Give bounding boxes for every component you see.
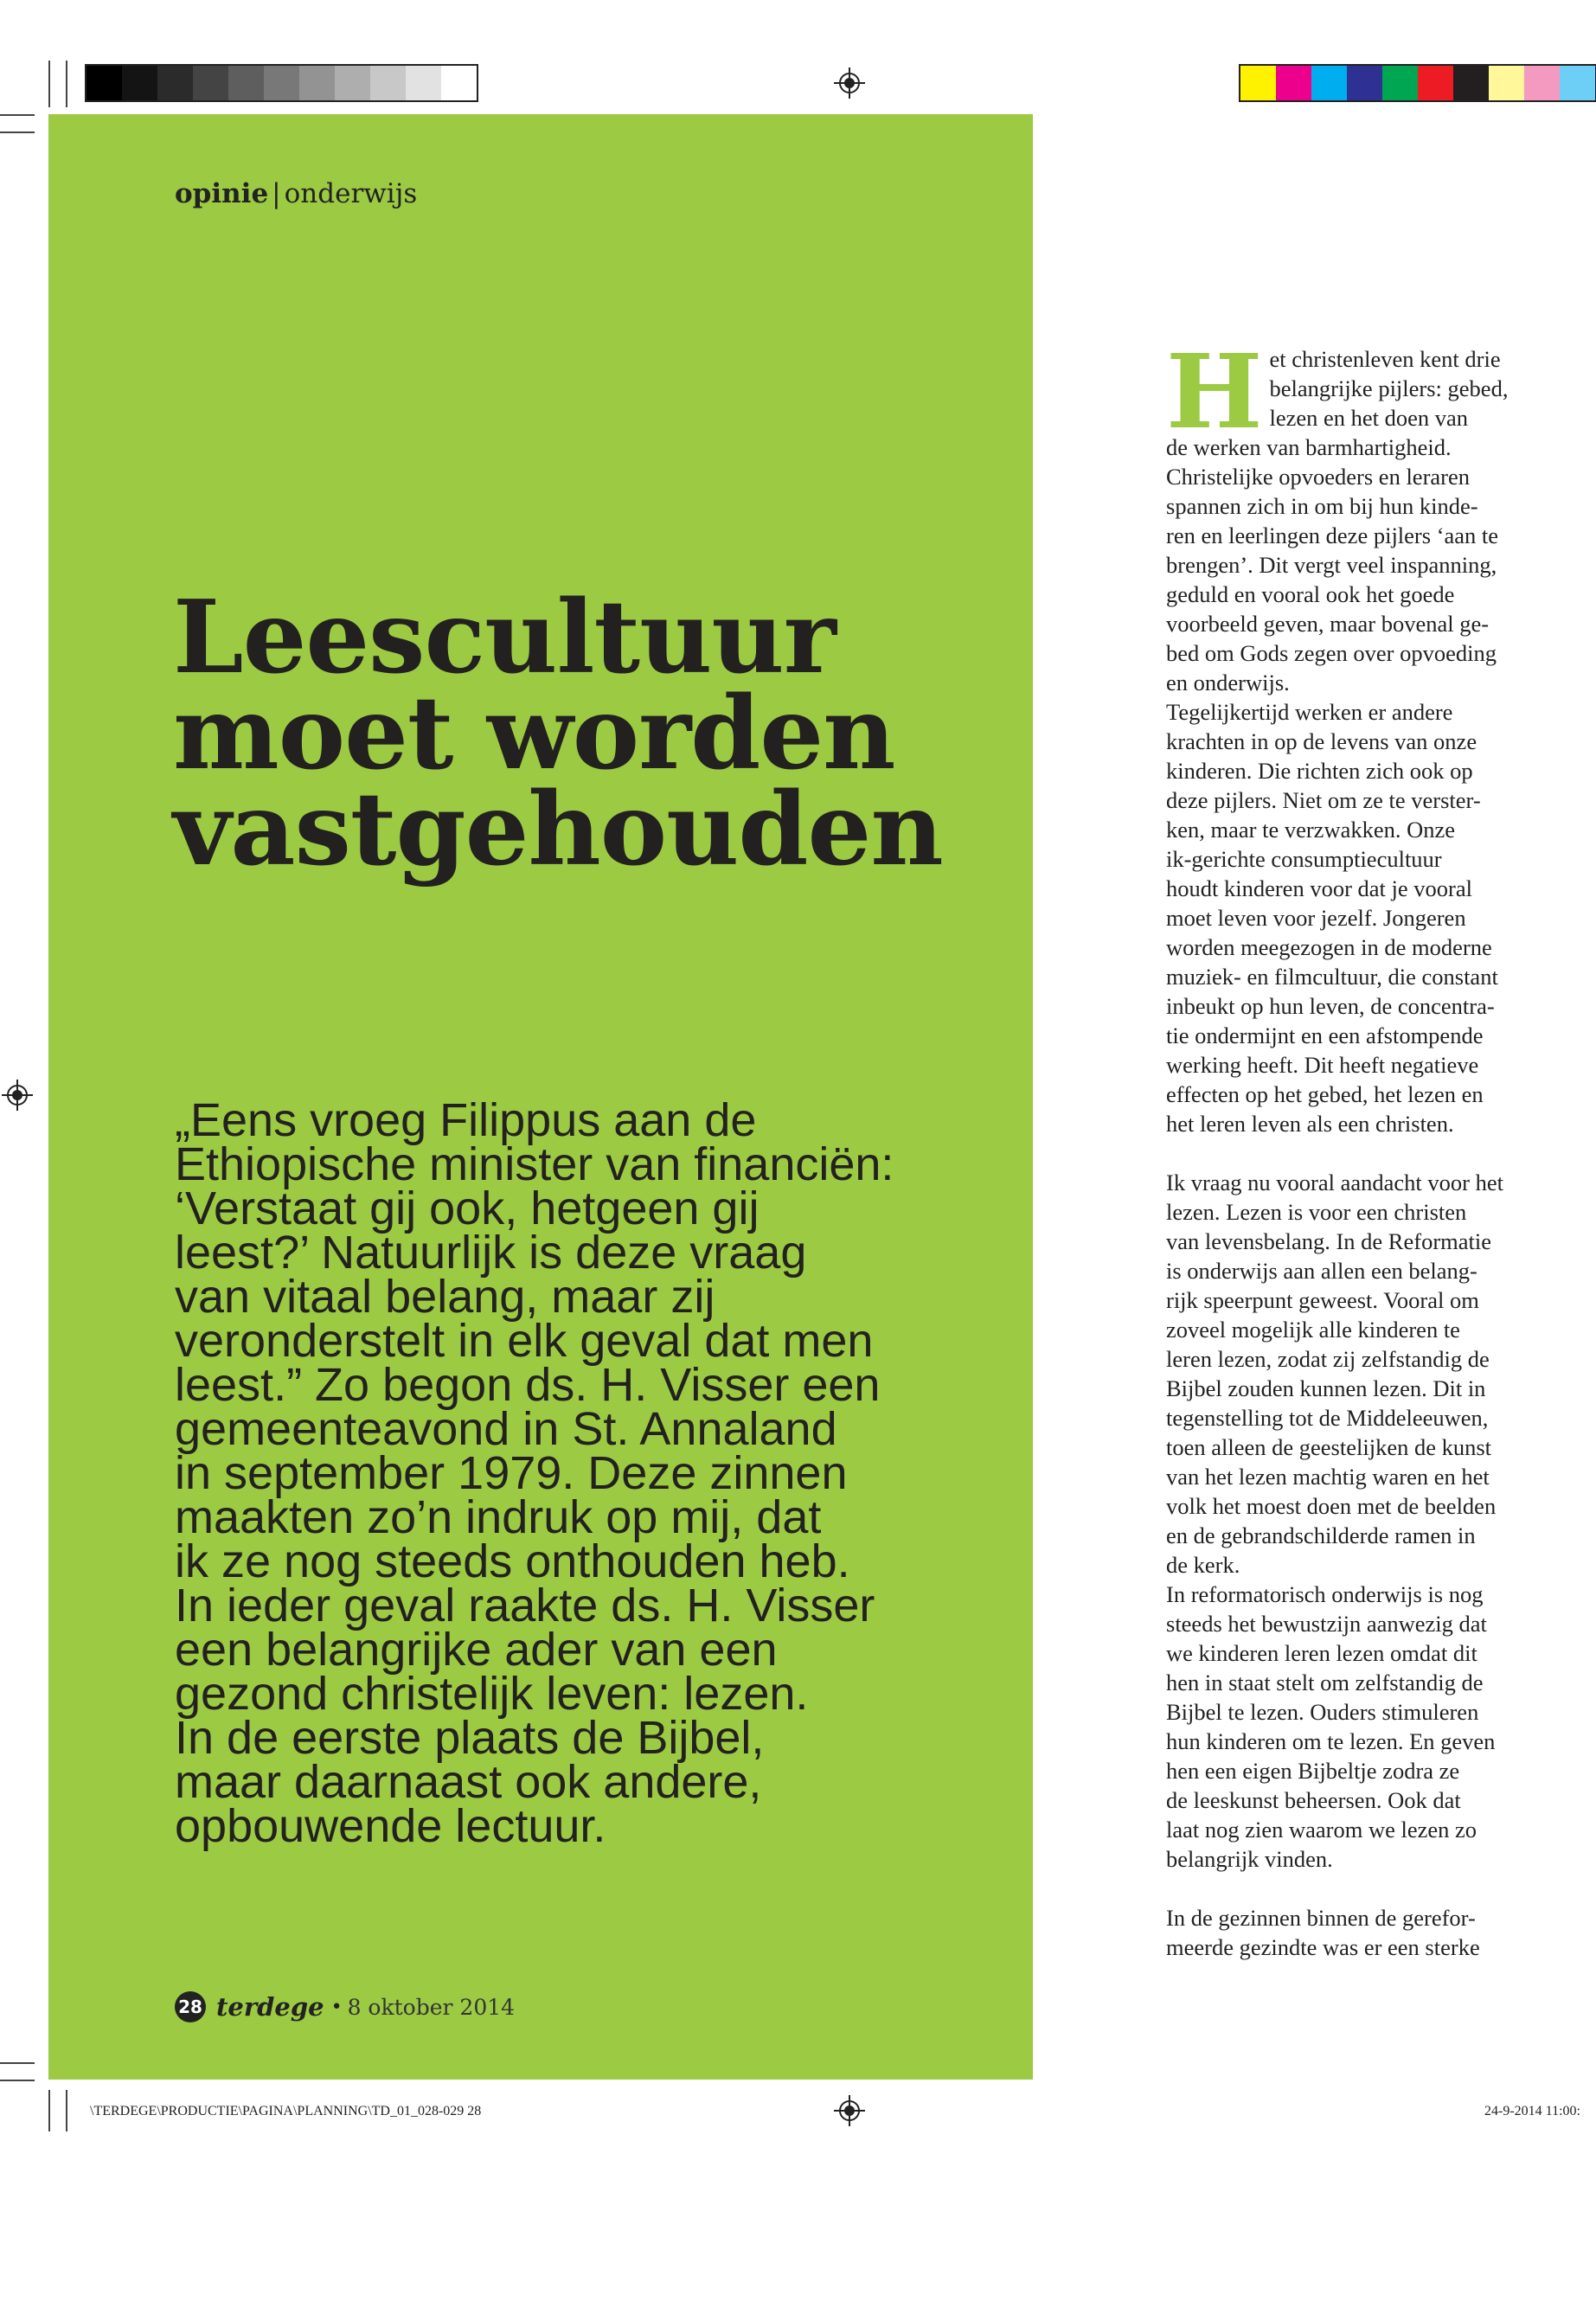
body-line: tie ondermijnt en een afstompende — [1166, 1022, 1484, 1048]
body-line: inbeukt op hun leven, de concentra- — [1166, 993, 1495, 1019]
color-calibration-bar — [1239, 64, 1596, 102]
body-line: werking heeft. Dit heeft negatieve — [1166, 1052, 1479, 1078]
body-line: krachten in op de levens van onze — [1166, 728, 1477, 754]
body-line: hun kinderen om te lezen. En geven — [1166, 1728, 1496, 1754]
intro-line: een belangrijke ader van een — [175, 1624, 778, 1676]
headline-line: vastgehouden — [173, 771, 943, 888]
body-line: Tegelijkertijd werken er andere — [1166, 699, 1453, 725]
body-paragraph — [1166, 697, 1529, 1138]
body-line: hen in staat stelt om zelfstandig de — [1166, 1670, 1484, 1695]
body-line: spannen zich in om bij hun kinde- — [1166, 493, 1478, 519]
section-label: opinie — [175, 178, 269, 209]
body-line: de kerk. — [1166, 1552, 1240, 1578]
body-line: van levensbelang. In de Reformatie — [1166, 1228, 1492, 1254]
intro-line: veronderstelt in elk geval dat men — [175, 1315, 874, 1367]
body-line: van het lezen machtig waren en het — [1166, 1464, 1490, 1490]
body-line: kinderen. Die richten zich ook op — [1166, 758, 1473, 784]
body-line: ren en leerlingen deze pijlers ‘aan te — [1166, 522, 1499, 548]
intro-line: ‘Verstaat gij ook, hetgeen gij — [175, 1183, 760, 1234]
color-swatch — [1453, 66, 1489, 100]
intro-line: gemeenteavond in St. Annaland — [175, 1403, 837, 1455]
color-swatch — [193, 66, 228, 100]
body-line: deze pijlers. Niet om ze te verster- — [1166, 787, 1481, 813]
body-line: Ik vraag nu vooral aandacht voor het — [1166, 1170, 1503, 1195]
color-swatch — [1524, 66, 1560, 100]
body-line: is onderwijs aan allen een belang- — [1166, 1258, 1477, 1284]
color-swatch — [1560, 66, 1595, 100]
color-swatch — [406, 66, 441, 100]
body-line: lezen en het doen van — [1269, 405, 1469, 431]
body-line: belangrijk vinden. — [1166, 1846, 1333, 1872]
color-swatch — [370, 66, 406, 100]
intro-line: ik ze nog steeds onthouden heb. — [175, 1535, 850, 1587]
crop-mark — [0, 2080, 35, 2081]
color-swatch — [264, 66, 299, 100]
registration-mark-icon — [2, 1080, 33, 1111]
body-paragraph — [1166, 1168, 1529, 1580]
registration-mark-icon — [834, 2095, 865, 2126]
article-body — [1166, 331, 1529, 1962]
body-line: geduld en vooral ook het goede — [1166, 581, 1455, 607]
color-swatch — [441, 66, 477, 100]
color-swatch — [1311, 66, 1347, 100]
body-line: steeds het bewustzijn aanwezig dat — [1166, 1611, 1487, 1637]
body-line: tegenstelling tot de Middeleeuwen, — [1166, 1405, 1489, 1431]
body-line: In reformatorisch onderwijs is nog — [1166, 1581, 1484, 1607]
body-line: Christelijke opvoeders en leraren — [1166, 464, 1470, 490]
body-line: Bijbel te lezen. Ouders stimuleren — [1166, 1699, 1479, 1725]
body-line: meerde gezindte was er een sterke — [1166, 1934, 1480, 1960]
crop-mark — [66, 2090, 67, 2131]
body-line: en onderwijs. — [1166, 670, 1290, 695]
body-line: zoveel mogelijk alle kinderen te — [1166, 1317, 1460, 1343]
body-line: muziek- en filmcultuur, die constant — [1166, 964, 1498, 990]
color-swatch — [1489, 66, 1524, 100]
intro-line: gezond christelijk leven: lezen. — [175, 1668, 809, 1720]
body-line: brengen’. Dit vergt veel inspanning, — [1166, 552, 1497, 578]
section-kicker — [175, 178, 417, 209]
body-line: ik-gerichte consumptiecultuur — [1166, 846, 1442, 872]
color-swatch — [1418, 66, 1453, 100]
body-line: In de gezinnen binnen de gerefor- — [1166, 1905, 1476, 1931]
page-footer — [175, 1990, 515, 2024]
body-line: Bijbel zouden kunnen lezen. Dit in — [1166, 1375, 1486, 1401]
intro-line: in september 1979. Deze zinnen — [175, 1447, 848, 1499]
color-swatch — [1347, 66, 1382, 100]
intro-line: In de eerste plaats de Bijbel, — [175, 1712, 765, 1764]
color-swatch — [157, 66, 193, 100]
body-line: en de gebrandschilderde ramen in — [1166, 1522, 1476, 1548]
body-line: houdt kinderen voor dat je vooral — [1166, 875, 1472, 901]
issue-date: 8 oktober 2014 — [347, 1994, 516, 2020]
body-line: hen een eigen Bijbeltje zodra ze — [1166, 1758, 1460, 1784]
color-swatch — [1240, 66, 1276, 100]
body-line: volk het moest doen met de beelden — [1166, 1493, 1497, 1519]
body-line: belangrijke pijlers: gebed, — [1269, 375, 1509, 401]
intro-line: Ethiopische minister van financiën: — [175, 1138, 894, 1190]
body-line: worden meegezogen in de moderne — [1166, 934, 1492, 960]
color-swatch — [228, 66, 264, 100]
crop-mark — [0, 2062, 35, 2064]
body-line: lezen. Lezen is voor een christen — [1166, 1199, 1467, 1225]
body-line: moet leven voor jezelf. Jongeren — [1166, 905, 1466, 931]
intro-line: maar daarnaast ook andere, — [175, 1756, 762, 1808]
color-swatch — [335, 66, 370, 100]
color-swatch — [1276, 66, 1311, 100]
footer-bullet: • — [330, 1996, 343, 2018]
body-line: ken, maar te verzwakken. Onze — [1166, 817, 1456, 843]
intro-line: In ieder geval raakte ds. H. Visser — [175, 1580, 875, 1631]
body-line: de leeskunst beheersen. Ook dat — [1166, 1787, 1461, 1813]
headline-line: moet worden — [173, 675, 895, 792]
intro-line: van vitaal belang, maar zij — [175, 1271, 715, 1323]
intro-line: leest?’ Natuurlijk is deze vraag — [175, 1227, 807, 1279]
body-line: toen alleen de geestelijken de kunst — [1166, 1434, 1492, 1460]
color-swatch — [87, 66, 122, 100]
registration-mark-icon — [834, 67, 865, 99]
crop-mark — [48, 61, 50, 107]
intro-line: „Eens vroeg Filippus aan de — [175, 1094, 757, 1146]
intro-quote — [175, 1094, 971, 1852]
crop-mark — [66, 61, 67, 107]
body-line: we kinderen leren lezen omdat dit — [1166, 1640, 1477, 1666]
body-line: het leren leven als een christen. — [1166, 1111, 1454, 1137]
body-line: rijk speerpunt geweest. Vooral om — [1166, 1287, 1479, 1313]
body-line: bed om Gods zegen over opvoeding — [1166, 640, 1497, 666]
headline-line: Leescultuur — [173, 579, 836, 696]
crop-mark — [0, 131, 35, 133]
body-line: voorbeeld geven, maar bovenal ge- — [1166, 611, 1490, 637]
page-number: 28 — [175, 1991, 206, 2022]
intro-line: opbouwende lectuur. — [175, 1800, 606, 1852]
body-paragraph — [1166, 1580, 1529, 1874]
crop-mark — [0, 114, 35, 116]
intro-line: leest.” Zo begon ds. H. Visser een — [175, 1359, 881, 1411]
intro-line: maakten zo’n indruk op mij, dat — [175, 1491, 822, 1543]
drop-cap: H — [1166, 331, 1263, 452]
brand-logo: terdege — [216, 1992, 324, 2022]
body-line: laat nog zien waarom we lezen zo — [1166, 1817, 1477, 1843]
grayscale-calibration-bar — [85, 64, 478, 102]
body-line: leren lezen, zodat zij zelfstandig de — [1166, 1346, 1490, 1372]
body-line: de werken van barmhartigheid. — [1166, 434, 1452, 460]
color-swatch — [122, 66, 157, 100]
color-swatch — [299, 66, 335, 100]
crop-mark — [48, 2090, 50, 2131]
section-separator: | — [272, 178, 281, 209]
subsection-label: onderwijs — [284, 178, 418, 209]
print-slug-timestamp: 24-9-2014 11:00: — [1484, 2104, 1580, 2118]
body-line: effecten op het gebed, het lezen en — [1166, 1081, 1484, 1107]
body-line: et christenleven kent drie — [1269, 346, 1501, 372]
headline — [173, 579, 986, 888]
print-slug-path: \TERDEGE\PRODUCTIE\PAGINA\PLANNING\TD_01_028-029 28 — [90, 2104, 482, 2118]
body-paragraph — [1166, 1903, 1529, 1962]
color-swatch — [1382, 66, 1418, 100]
